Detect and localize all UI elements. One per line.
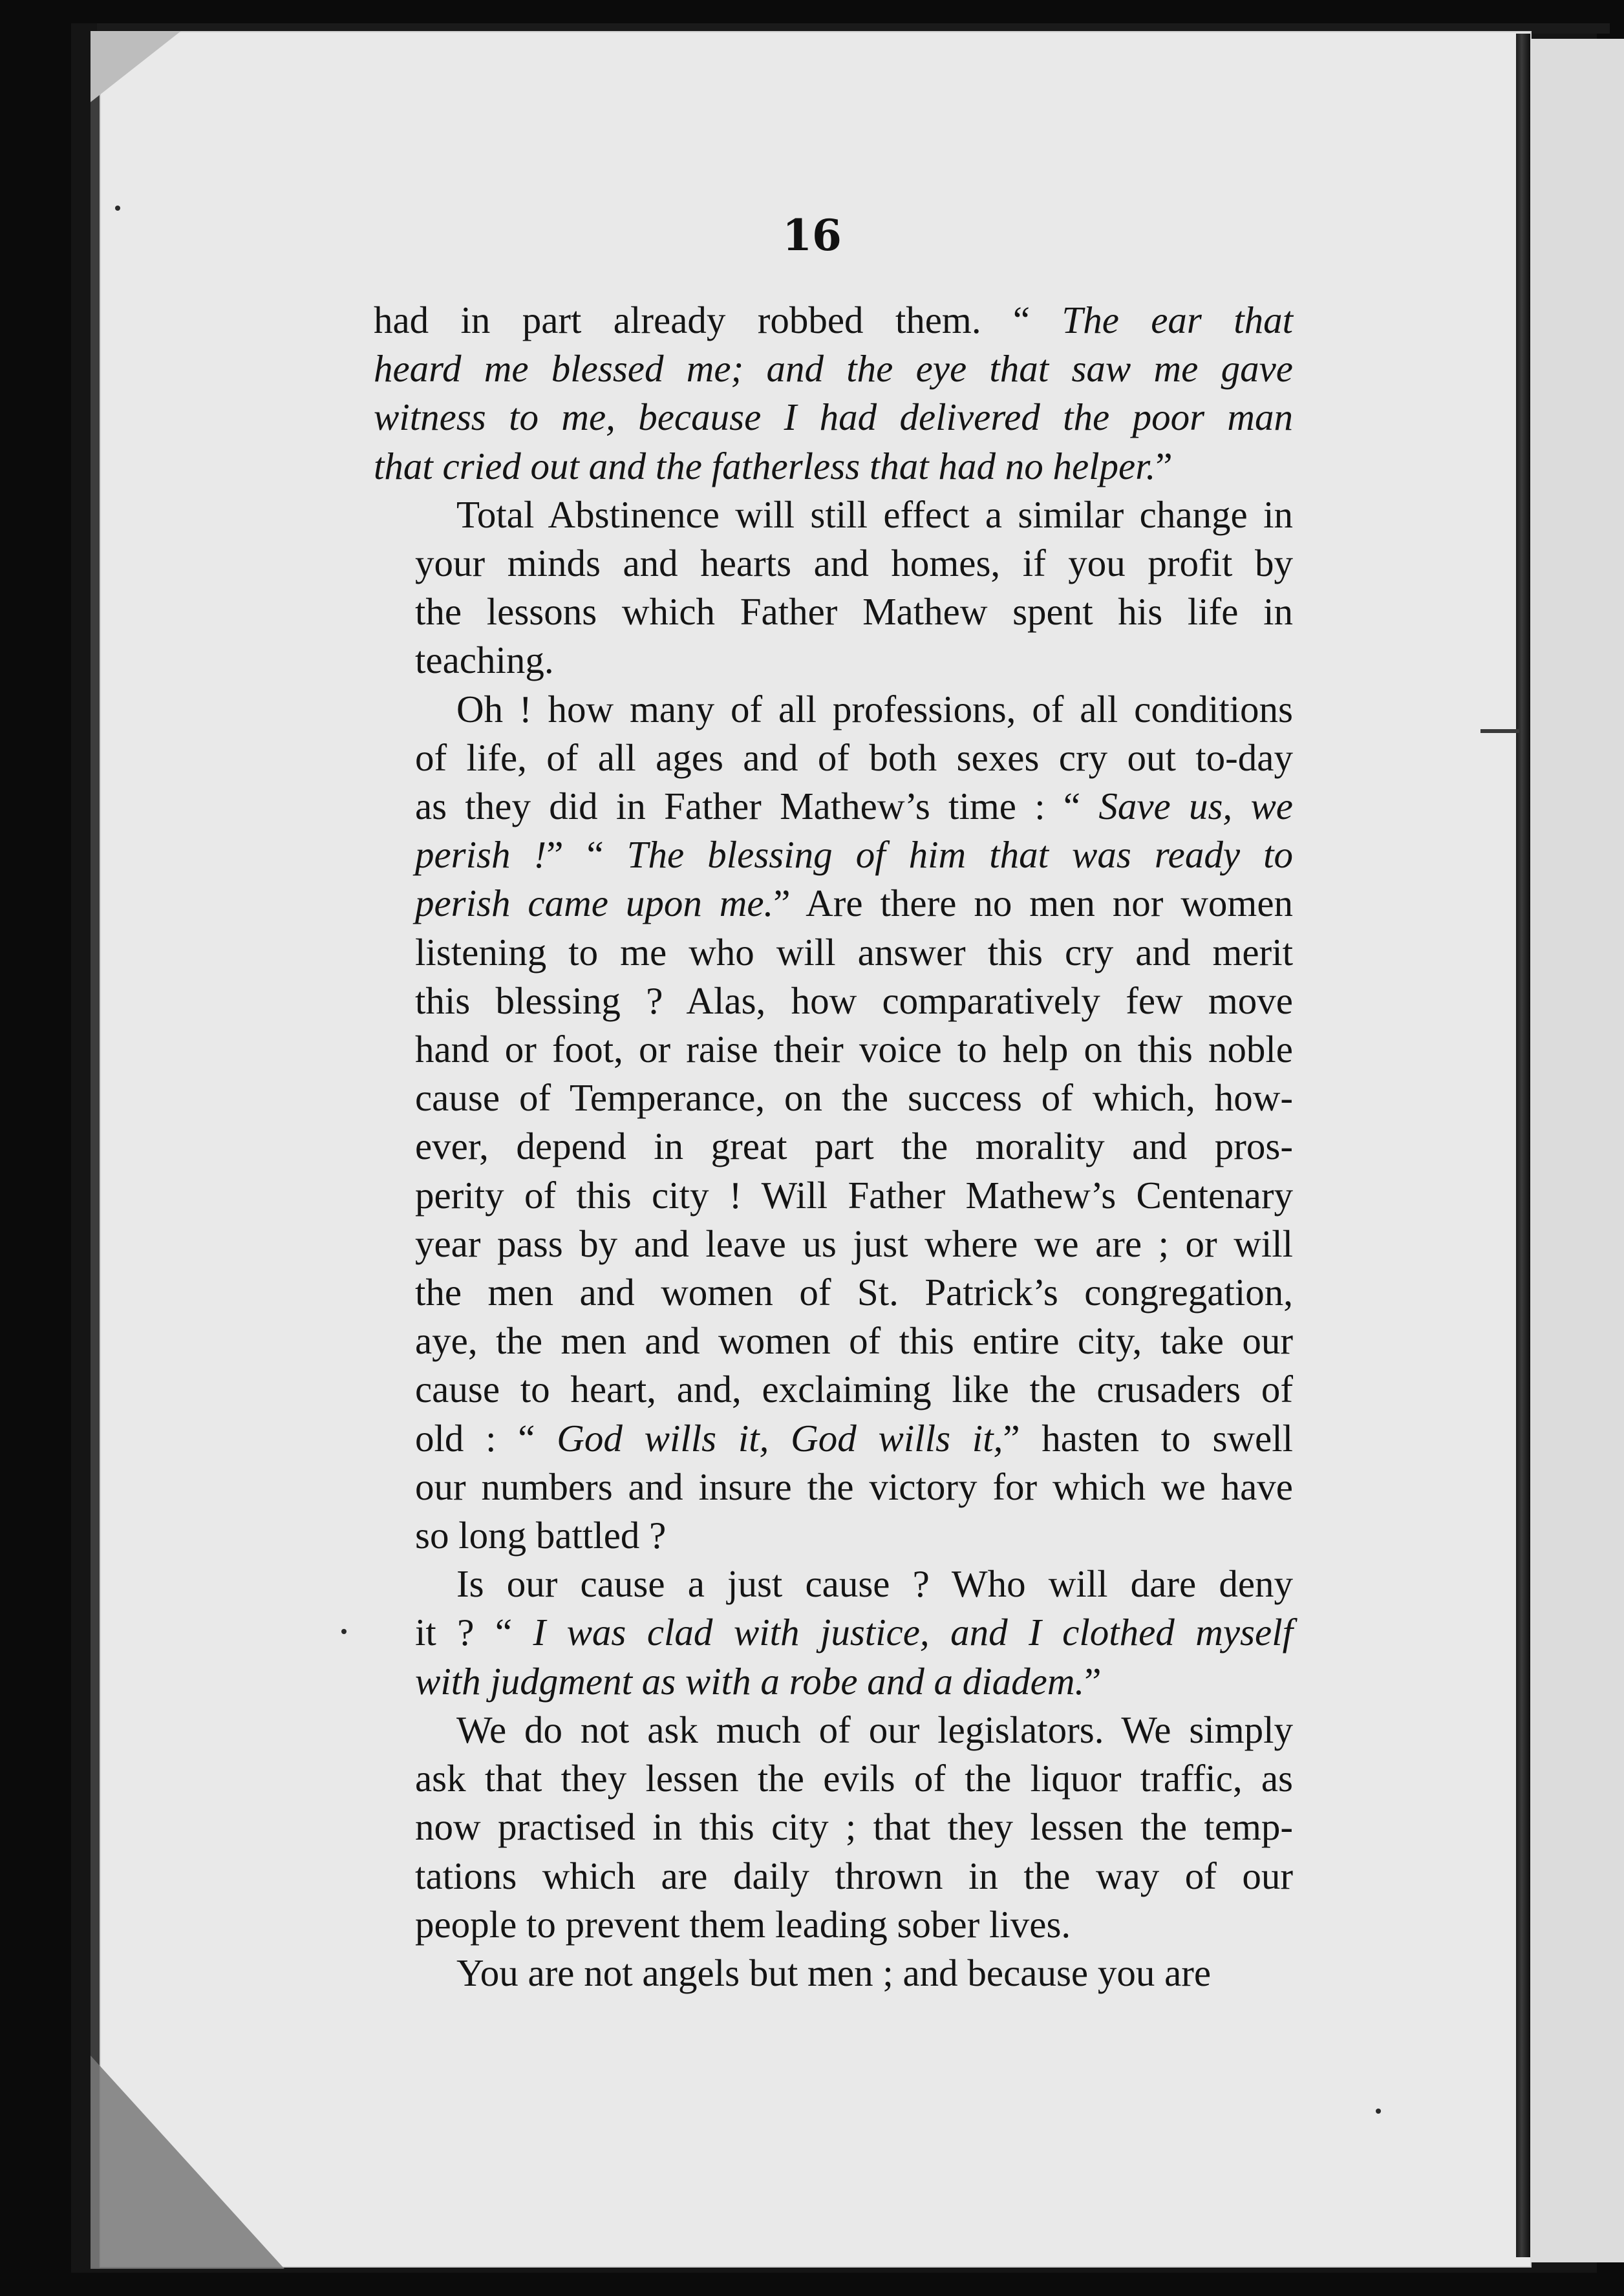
text-segment: Is our cause a just cause ? Who will dare deny [456, 1562, 1293, 1606]
text-line [374, 1074, 1293, 1122]
text-line [374, 1414, 1293, 1463]
text-line [374, 734, 1293, 782]
text-segment: so long battled ? [415, 1514, 667, 1557]
text-line [374, 1949, 1293, 1997]
italic-quote-segment: I was clad with justice, and I clothed myself [533, 1611, 1293, 1654]
text-line [374, 1268, 1293, 1317]
text-segment: tations which are daily thrown in the way of our [415, 1854, 1293, 1897]
ink-speck [1376, 2109, 1381, 2114]
text-segment: as they did in Father Mathew’s time : “ [415, 785, 1099, 828]
text-line [374, 442, 1293, 491]
body-text [374, 296, 1293, 1997]
text-line [374, 1511, 1293, 1560]
text-segment: of life, of all ages and of both sexes cry out to-day [415, 736, 1293, 779]
text-segment: year pass by and leave us just where we are ; or will [415, 1222, 1293, 1265]
binding-gutter [1516, 34, 1530, 2257]
text-line [374, 539, 1293, 588]
text-segment: now practised in this city ; that they lessen the temp- [415, 1805, 1293, 1849]
text-segment: the lessons which Father Mathew spent his life in [415, 590, 1293, 633]
paragraph [374, 1560, 1293, 1706]
text-line [374, 1560, 1293, 1608]
text-segment: this blessing ? Alas, how comparatively few move [415, 979, 1293, 1022]
text-segment: your minds and hearts and homes, if you profit by [415, 542, 1293, 585]
text-segment: teaching. [415, 639, 554, 682]
text-segment: hand or foot, or raise their voice to help on this noble [415, 1028, 1293, 1071]
text-line [374, 1025, 1293, 1074]
text-segment: had in part already robbed them. “ [374, 299, 1062, 341]
paragraph [374, 491, 1293, 685]
ink-speck [341, 1629, 347, 1634]
text-line [374, 685, 1293, 734]
paragraph [374, 1949, 1293, 1997]
text-line [374, 1706, 1293, 1754]
italic-quote-segment: The blessing of him that was ready to [626, 833, 1293, 877]
text-segment: perity of this city ! Will Father Mathew’s Centenary [415, 1173, 1293, 1217]
text-line [374, 1657, 1293, 1706]
edge-tear-mark [1480, 729, 1519, 733]
text-segment: ever, depend in great part the morality and pros- [415, 1125, 1293, 1168]
text-line [374, 1754, 1293, 1803]
text-line [374, 393, 1293, 441]
text-segment: ” hasten to swell [1003, 1416, 1293, 1460]
text-line [374, 1852, 1293, 1900]
text-line [374, 1220, 1293, 1268]
text-line [374, 1608, 1293, 1657]
text-segment: cause to heart, and, exclaiming like the crusaders of [415, 1368, 1293, 1411]
text-line [374, 1803, 1293, 1851]
text-line [374, 588, 1293, 636]
text-line [374, 1900, 1293, 1949]
text-line [374, 1463, 1293, 1511]
folded-corner-top [91, 31, 181, 102]
italic-quote-segment: Save us, we [1098, 785, 1293, 828]
italic-quote-segment: perish came upon me. [415, 882, 774, 925]
text-line [374, 879, 1293, 928]
text-segment: our numbers and insure the victory for which we have [415, 1465, 1293, 1508]
italic-quote-segment: witness to me, because I had delivered the poor man [374, 396, 1293, 439]
italic-quote-segment: The ear that [1062, 299, 1293, 341]
text-segment: You are not angels but men ; and because you are [456, 1951, 1212, 1994]
text-line [374, 1365, 1293, 1414]
text-segment: ” “ [546, 833, 627, 877]
text-segment: listening to me who will answer this cry and merit [415, 930, 1293, 973]
text-segment: it ? “ [415, 1611, 533, 1654]
italic-quote-segment: with judgment as with a robe and a diadem. [415, 1659, 1085, 1703]
italic-quote-segment: heard me blessed me; and the eye that saw me gave [374, 347, 1293, 390]
text-line [374, 831, 1293, 879]
text-segment: Total Abstinence will still effect a similar change in [456, 493, 1293, 536]
text-line [374, 345, 1293, 393]
text-segment: Oh ! how many of all professions, of all conditions [456, 687, 1293, 730]
paragraph [374, 1706, 1293, 1949]
adjacent-page-edge [1530, 39, 1624, 2262]
page-number: 16 [782, 210, 842, 260]
text-line [374, 782, 1293, 831]
italic-quote-segment: God wills it, God wills it, [557, 1416, 1003, 1460]
text-segment: ” Are there no men nor women [773, 882, 1294, 925]
text-segment: old : “ [415, 1416, 557, 1460]
text-line [374, 491, 1293, 539]
text-segment: ask that they lessen the evils of the liquor traffic, as [415, 1757, 1293, 1800]
text-line [374, 636, 1293, 685]
paragraph [374, 685, 1293, 1560]
text-segment: ” [1155, 444, 1173, 487]
italic-quote-segment: that cried out and the fatherless that had no helper. [374, 444, 1156, 487]
text-segment: cause of Temperance, on the success of which, how- [415, 1076, 1293, 1120]
italic-quote-segment: perish ! [415, 833, 547, 877]
worn-corner-bottom [91, 2056, 284, 2269]
text-segment: ” [1084, 1659, 1102, 1703]
text-line [374, 1171, 1293, 1220]
text-line [374, 296, 1293, 345]
text-segment: people to prevent them leading sober lives. [415, 1902, 1071, 1946]
text-line [374, 928, 1293, 977]
text-segment: We do not ask much of our legislators. We simply [456, 1708, 1293, 1751]
text-segment: the men and women of St. Patrick’s congregation, [415, 1271, 1293, 1314]
text-line [374, 1122, 1293, 1171]
paragraph [374, 296, 1293, 491]
text-line [374, 977, 1293, 1025]
text-line [374, 1317, 1293, 1365]
text-segment: aye, the men and women of this entire city, take our [415, 1319, 1293, 1363]
